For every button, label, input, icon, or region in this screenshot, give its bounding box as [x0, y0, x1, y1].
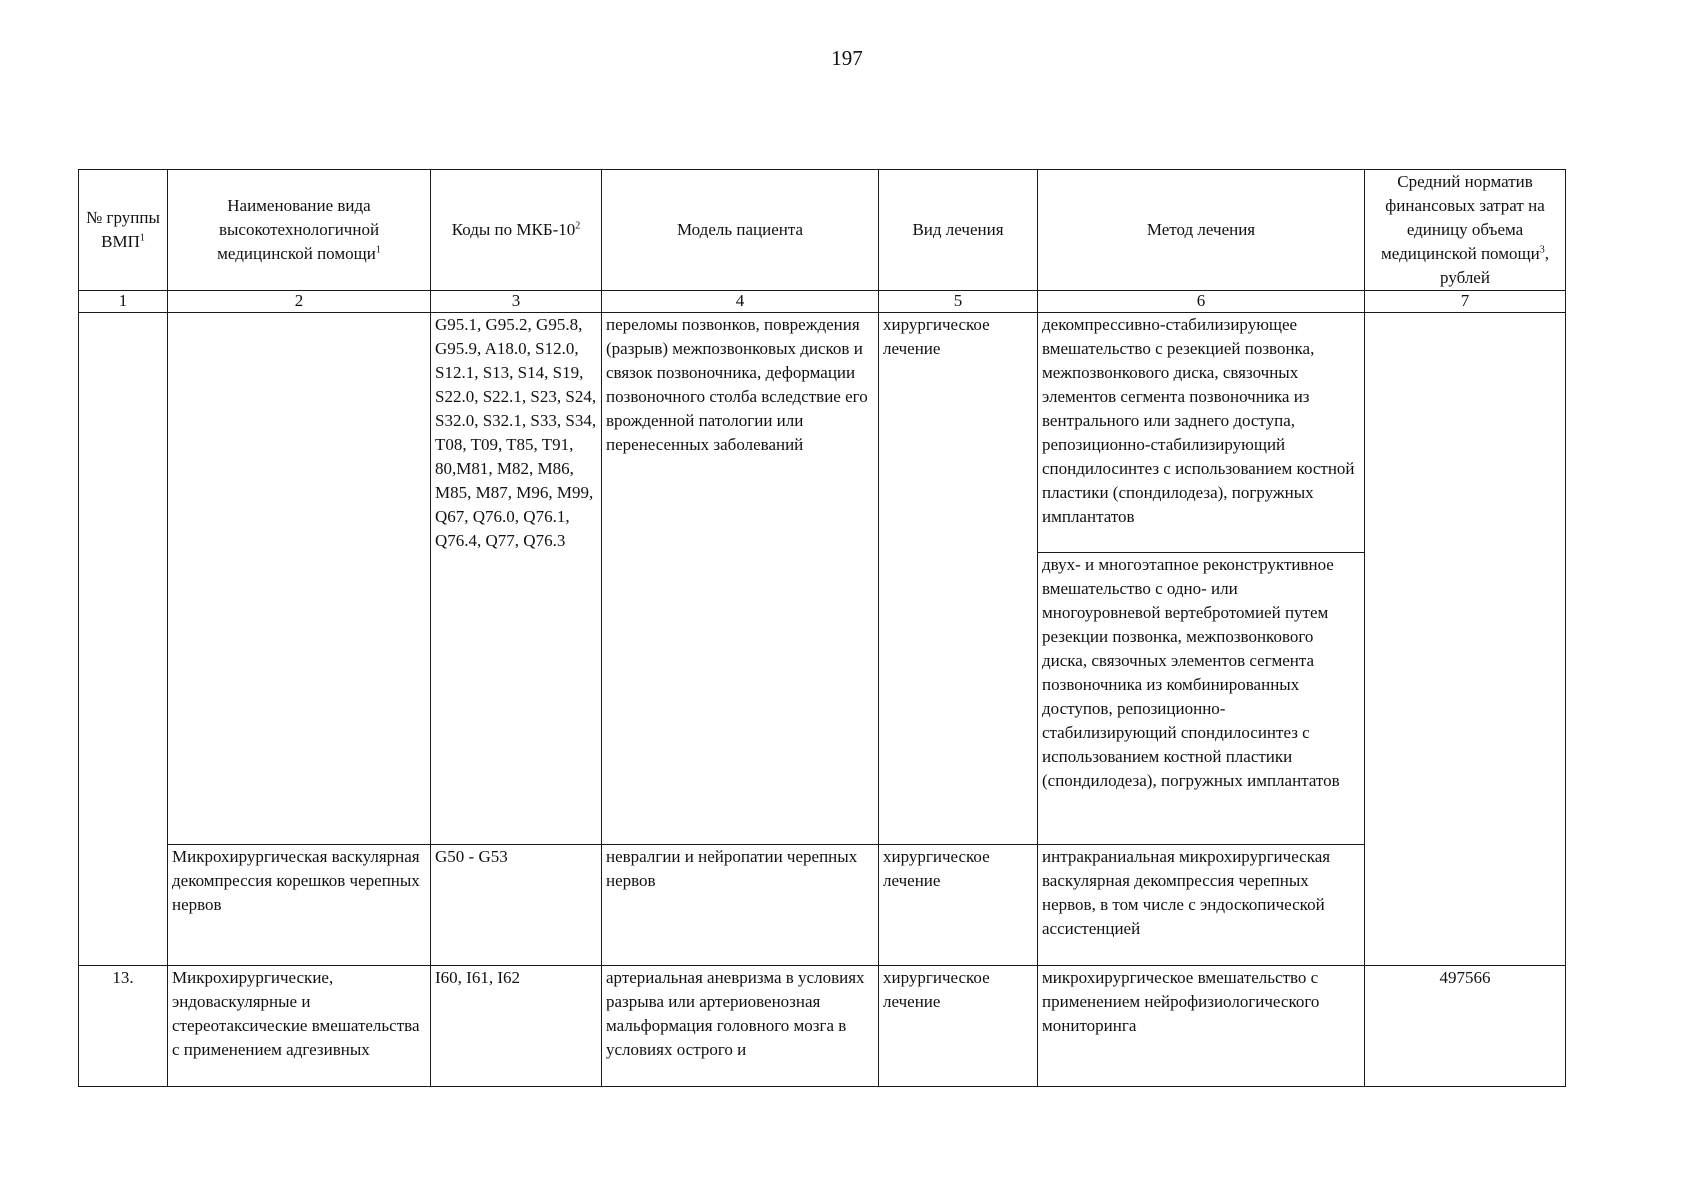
column-number: 1 — [79, 291, 168, 313]
vmp-name-cell — [168, 313, 431, 845]
column-number: 4 — [602, 291, 879, 313]
column-number: 7 — [1365, 291, 1566, 313]
vmp-table — [78, 169, 1566, 1087]
header-treatment-type: Вид лечения — [879, 170, 1038, 291]
column-number-row — [79, 291, 1566, 313]
treatment-type-cell: хирургическое лечение — [879, 966, 1038, 1087]
icd-codes-cell: I60, I61, I62 — [431, 966, 602, 1087]
average-cost-cell: 497566 — [1365, 966, 1566, 1087]
group-number-cell — [79, 313, 168, 966]
treatment-type-cell: хирургическое лечение — [879, 313, 1038, 845]
header-row — [79, 170, 1566, 291]
header-icd-codes: Коды по МКБ-$10^2$ — [431, 170, 602, 291]
average-cost-cell — [1365, 313, 1566, 966]
treatment-method-cell: интракраниальная микрохирургическая васкулярная декомпрессия черепных нервов, в том числе с эндоскопической ассистенцией — [1038, 845, 1365, 966]
column-number: 3 — [431, 291, 602, 313]
table-row — [79, 313, 1566, 553]
header-patient-model: Модель пациента — [602, 170, 879, 291]
vmp-name-cell: Микрохирургическая васкулярная декомпрессия корешков черепных нервов — [168, 845, 431, 966]
patient-model-cell: артериальная аневризма в условиях разрыва или артериовенозная мальформация головного мозга в условиях острого и — [602, 966, 879, 1087]
vmp-name-cell: Микрохирургические, эндоваскулярные и стереотаксические вмешательства с применением адгезивных — [168, 966, 431, 1087]
treatment-method-cell: микрохирургическое вмешательство с применением нейрофизиологического мониторинга — [1038, 966, 1365, 1087]
icd-codes-cell: G50 - G53 — [431, 845, 602, 966]
column-number: 2 — [168, 291, 431, 313]
table-row — [79, 845, 1566, 966]
icd-codes-cell: G95.1, G95.2, G95.8, G95.9, A18.0, S12.0, S12.1, S13, S14, S19, S22.0, S22.1, S23, S24, S32.0, S32.1, S33, S34, T08, T09, T85, T91, 80,M81, M82, M86, M85, M87, M96, M99, Q67, Q76.0, Q76.1, Q76.4, Q77, Q76.3 — [431, 313, 602, 845]
patient-model-cell: переломы позвонков, повреждения (разрыв) межпозвонковых дисков и связок позвоночника, деформации позвоночного столба вследствие его врожденной патологии или перенесенных заболеваний — [602, 313, 879, 845]
patient-model-cell: невралгии и нейропатии черепных нервов — [602, 845, 879, 966]
group-number-cell: 13. — [79, 966, 168, 1087]
header-vmp-name: Наименование вида высокотехнологичной медицинской помощи$^1$ — [168, 170, 431, 291]
header-average-cost: Средний норматив финансовых затрат на единицу объема медицинской помощи$^3$, рублей — [1365, 170, 1566, 291]
header-group-number: № группы ВМП$^1$ — [79, 170, 168, 291]
treatment-method-cell: декомпрессивно-стабилизирующее вмешательство с резекцией позвонка, межпозвонкового диска, связочных элементов сегмента позвоночника из вентрального или заднего доступа, репозиционно-стабилизирующий спондилосинтез с использованием костной пластики (спондилодеза), погружных имплантатов — [1038, 313, 1365, 553]
page-number: 197 — [831, 46, 863, 70]
header-treatment-method: Метод лечения — [1038, 170, 1365, 291]
table-row — [79, 966, 1566, 1087]
treatment-method-cell: двух- и многоэтапное реконструктивное вмешательство с одно- или многоуровневой вертебротомией путем резекции позвонка, межпозвонкового диска, связочных элементов сегмента позвоночника из комбинированных доступов, репозиционно-стабилизирующий спондилосинтез с использованием костной пластики (спондилодеза), погружных имплантатов — [1038, 553, 1365, 845]
column-number: 6 — [1038, 291, 1365, 313]
treatment-type-cell: хирургическое лечение — [879, 845, 1038, 966]
column-number: 5 — [879, 291, 1038, 313]
